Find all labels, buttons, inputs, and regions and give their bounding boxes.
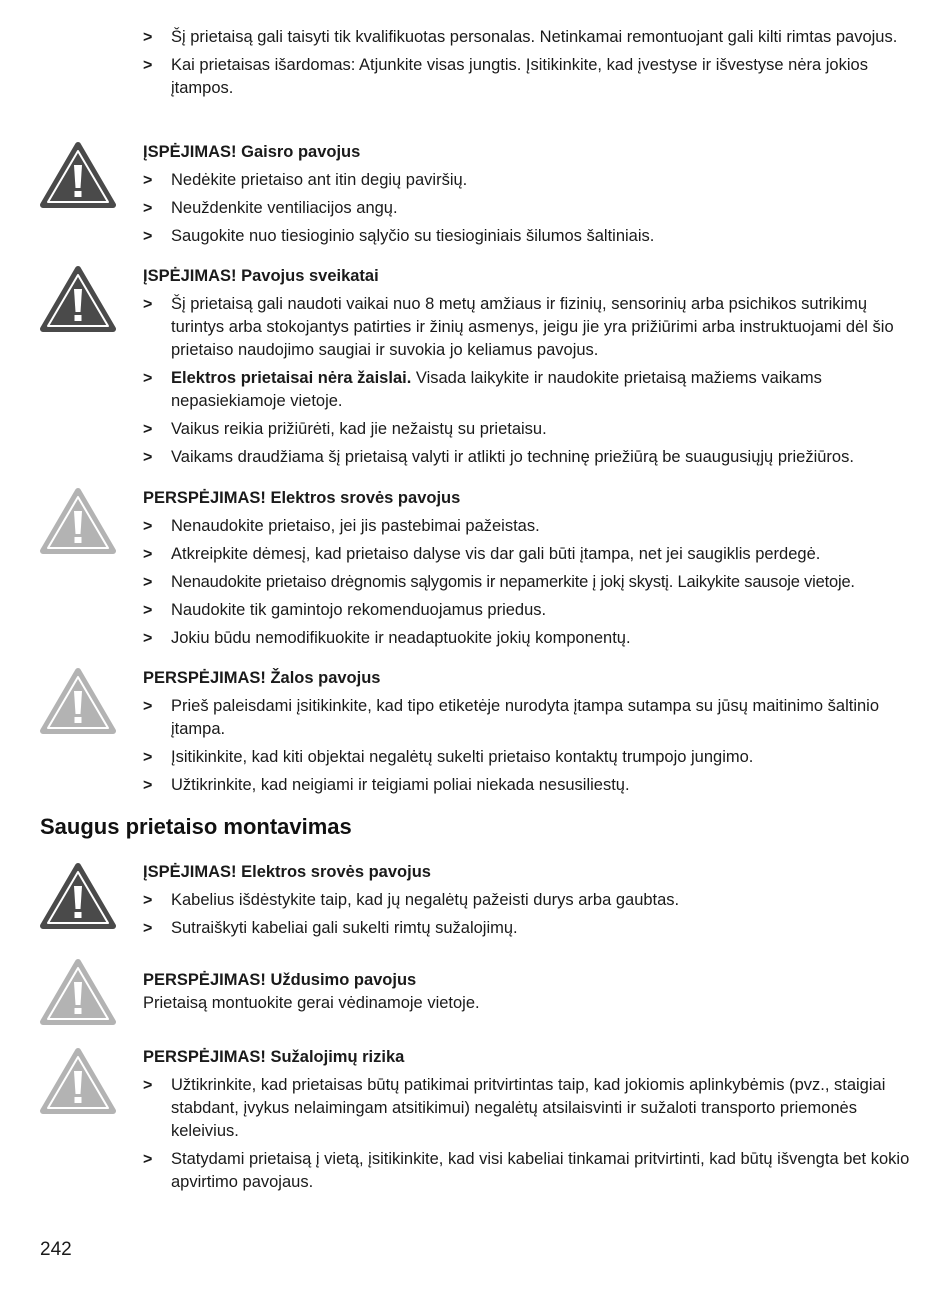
list-item: > Nedėkite prietaiso ant itin degių paviršių. <box>143 169 918 192</box>
suffocation-caution-text: Prietaisą montuokite gerai vėdinamoje vietoje. <box>143 994 480 1012</box>
list-item: > Prieš paleisdami įsitikinkite, kad tipo etiketėje nurodyta įtampa sutampa su jūsų maitinimo šaltinio įtampa. <box>143 697 880 738</box>
bullet-marker: > <box>143 749 153 766</box>
bullet-marker: > <box>143 777 153 794</box>
list-item: > Neuždenkite ventiliacijos angų. <box>143 197 918 220</box>
caution-triangle-icon <box>40 958 116 1026</box>
list-item: > Kabelius išdėstykite taip, kad jų negalėtų pažeisti durys arba gaubtas. <box>143 889 918 912</box>
list-item: > Sutraiškyti kabeliai gali sukelti rimtų sužalojimų. <box>143 917 918 940</box>
caution-triangle-icon <box>40 487 116 555</box>
bullet-marker: > <box>143 546 153 563</box>
bold-lead: Elektros prietaisai nėra žaislai. <box>171 369 412 387</box>
electric-caution-heading: PERSPĖJIMAS! Elektros srovės pavojus <box>143 489 461 507</box>
list-item: > Vaikams draudžiama šį prietaisą valyti ir atlikti jo techninę priežiūrą be suaugusiųjų priežiūros. <box>143 446 918 469</box>
list-item: > Jokiu būdu nemodifikuokite ir neadaptuokite jokių komponentų. <box>143 627 918 650</box>
page-number: 242 <box>40 1239 72 1260</box>
warning-triangle-icon <box>40 862 116 930</box>
warning-triangle-icon <box>40 265 116 333</box>
bullet-marker: > <box>143 29 153 46</box>
list-item: > Statydami prietaisą į vietą, įsitikinkite, kad visi kabeliai tinkamai pritvirtinti, kad būtų išvengta bet kokio apvirtimo pavojaus. <box>143 1150 910 1191</box>
bullet-marker: > <box>143 518 153 535</box>
list-item: > Naudokite tik gamintojo rekomenduojamus priedus. <box>143 599 918 622</box>
list-item: > Elektros prietaisai nėra žaislai. Visada laikykite ir naudokite prietaisą mažiems vaikams nepasiekiamoje vietoje. <box>143 369 822 410</box>
list-item: > Nenaudokite prietaiso, jei jis pastebimai pažeistas. <box>143 515 918 538</box>
bullet-marker: > <box>143 200 153 217</box>
list-item: > Užtikrinkite, kad neigiami ir teigiami poliai niekada nesusiliestų. <box>143 774 918 797</box>
bullet-marker: > <box>143 602 153 619</box>
list-item: > Saugokite nuo tiesioginio sąlyčio su tiesioginiais šilumos šaltiniais. <box>143 225 918 248</box>
electric-caution-block <box>143 487 918 655</box>
bullet-marker: > <box>143 698 153 715</box>
suffocation-caution-heading: PERSPĖJIMAS! Uždusimo pavojus <box>143 971 417 989</box>
list-item: > Kai prietaisas išardomas: Atjunkite visas jungtis. Įsitikinkite, kad įvestyse ir išvestyse nėra jokios įtampos. <box>143 56 868 97</box>
bullet-marker: > <box>143 920 153 937</box>
list-item: > Šį prietaisą gali naudoti vaikai nuo 8 metų amžiaus ir fizinių, sensorinių arba psichikos sutrikimų turintys arba stokojantys patirties ir žinių asmenys, jeigu jie yra prižiūrimi arba instruktuojami dėl šio prietaiso naudojimo saugiai ir suvokia jo keliamus pavojus. <box>143 295 894 359</box>
warning-triangle-icon <box>40 141 116 209</box>
caution-triangle-icon <box>40 667 116 735</box>
bullet-marker: > <box>143 449 153 466</box>
fire-warning-heading: ĮSPĖJIMAS! Gaisro pavojus <box>143 143 361 161</box>
list-item: > Šį prietaisą gali taisyti tik kvalifikuotas personalas. Netinkamai remontuojant gali kilti rimtas pavojus. <box>143 26 918 49</box>
electric-warning-list <box>143 889 918 940</box>
list-item: > Vaikus reikia prižiūrėti, kad jie nežaistų su prietaisu. <box>143 418 918 441</box>
damage-caution-list <box>143 695 918 797</box>
health-warning-list <box>143 293 918 469</box>
bullet-marker: > <box>143 57 153 74</box>
bullet-marker: > <box>143 1151 153 1168</box>
bullet-marker: > <box>143 574 153 591</box>
list-item: > Atkreipkite dėmesį, kad prietaiso dalyse vis dar gali būti įtampa, net jei saugiklis perdegė. <box>143 543 918 566</box>
injury-caution-list <box>143 1074 918 1194</box>
damage-caution-block <box>143 667 918 802</box>
suffocation-caution-block <box>143 969 918 1015</box>
intro-block <box>143 26 918 105</box>
fire-warning-block <box>143 141 918 253</box>
injury-caution-heading: PERSPĖJIMAS! Sužalojimų rizika <box>143 1048 405 1066</box>
bullet-marker: > <box>143 1077 153 1094</box>
bullet-marker: > <box>143 370 153 387</box>
injury-caution-block <box>143 1046 918 1199</box>
health-warning-heading: ĮSPĖJIMAS! Pavojus sveikatai <box>143 267 379 285</box>
bullet-marker: > <box>143 892 153 909</box>
bullet-marker: > <box>143 172 153 189</box>
health-warning-block <box>143 265 918 474</box>
bullet-marker: > <box>143 630 153 647</box>
bullet-marker: > <box>143 421 153 438</box>
bullet-marker: > <box>143 296 153 313</box>
electric-warning-heading: ĮSPĖJIMAS! Elektros srovės pavojus <box>143 863 431 881</box>
list-item: > Užtikrinkite, kad prietaisas būtų patikimai pritvirtintas taip, kad jokiomis aplinkybėmis (pvz., staigiai stabdant, įvykus nelaimingam atsitikimui) negalėtų atsilaisvinti ir sužaloti transporto priemonės keleivius. <box>143 1076 886 1140</box>
bullet-marker: > <box>143 228 153 245</box>
list-item: > Nenaudokite prietaiso drėgnomis sąlygomis ir nepamerkite į jokį skystį. Laikykite sausoje vietoje. <box>143 571 918 594</box>
caution-triangle-icon <box>40 1047 116 1115</box>
fire-warning-list <box>143 169 918 248</box>
intro-list <box>143 26 918 100</box>
section-title: Saugus prietaiso montavimas <box>40 814 352 839</box>
electric-caution-list <box>143 515 918 650</box>
list-item: > Įsitikinkite, kad kiti objektai negalėtų sukelti prietaiso kontaktų trumpojo jungimo. <box>143 746 918 769</box>
electric-warning-block <box>143 861 918 945</box>
damage-caution-heading: PERSPĖJIMAS! Žalos pavojus <box>143 669 381 687</box>
